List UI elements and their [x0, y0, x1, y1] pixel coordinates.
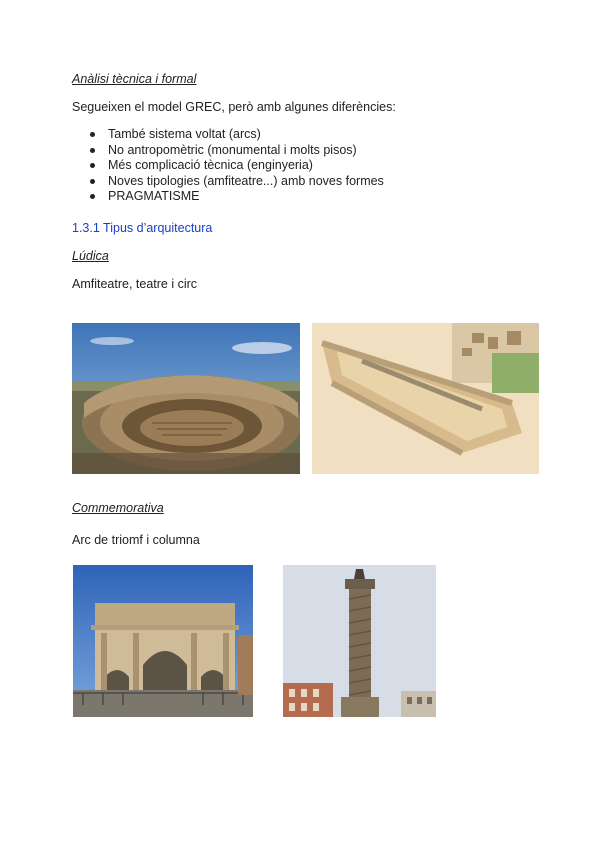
- list-item: PRAGMATISME: [72, 189, 532, 205]
- list-item: També sistema voltat (arcs): [72, 127, 532, 143]
- arch-of-triumph-photo: [73, 565, 253, 717]
- subsection-title: 1.3.1 Tipus d’arquitectura: [72, 221, 213, 235]
- list-item: No antropomètric (monumental i molts pisos): [72, 143, 532, 159]
- section-heading: Anàlisi tècnica i formal: [72, 72, 197, 86]
- ludica-text: Amfiteatre, teatre i circ: [72, 277, 198, 291]
- features-list: [72, 127, 532, 205]
- list-item: Més complicació tècnica (enginyeria): [72, 158, 532, 174]
- circus-illustration: [312, 323, 539, 474]
- commemorativa-text: Arc de triomf i columna: [72, 533, 200, 547]
- intro-text: Segueixen el model GREC, però amb algunes diferències:: [72, 100, 396, 114]
- ludica-heading: Lúdica: [72, 249, 109, 263]
- colosseum-photo: [72, 323, 300, 474]
- commemorativa-heading: Commemorativa: [72, 501, 164, 515]
- list-item: Noves tipologies (amfiteatre...) amb noves formes: [72, 174, 532, 190]
- column-photo: [283, 565, 436, 717]
